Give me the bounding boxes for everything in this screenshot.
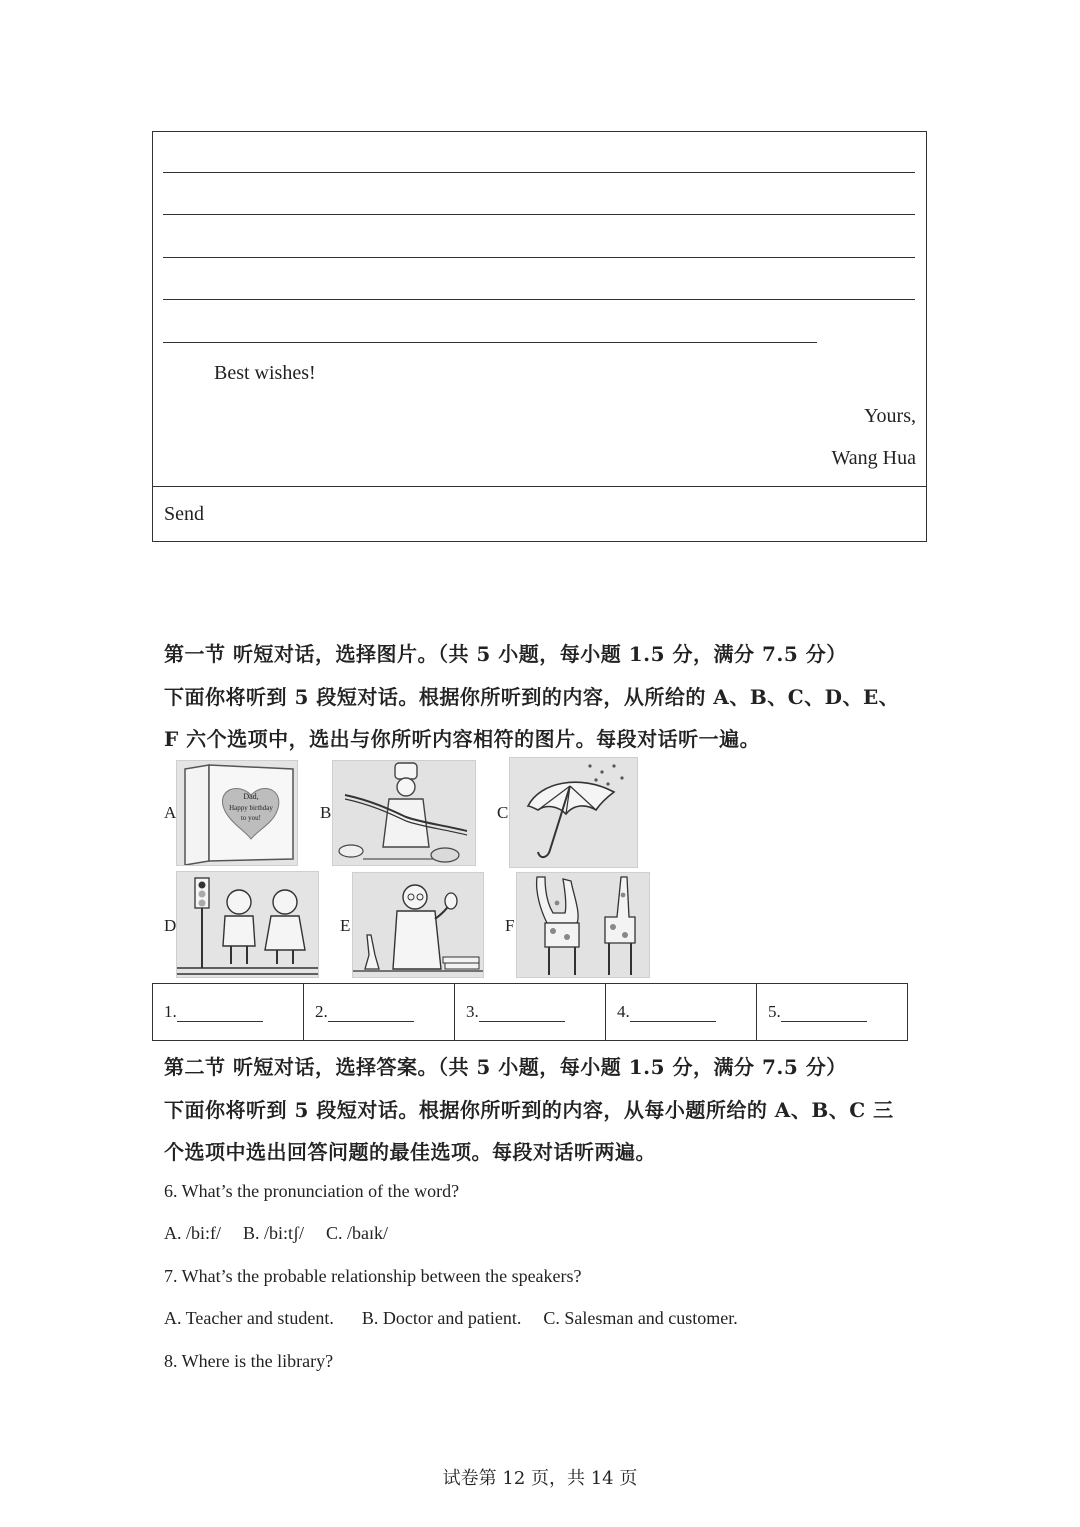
section1-title: 第一节 听短对话，选择图片。（共 5 小题，每小题 1.5 分，满分 7.5 分）	[164, 642, 847, 666]
answer-blank[interactable]	[177, 1005, 263, 1022]
answer-cell-number: 3.	[466, 1002, 479, 1021]
send-label: Send	[164, 503, 204, 525]
birthday-card-picture	[176, 760, 298, 866]
option-label-e: E	[340, 916, 351, 935]
letter-closing: Best wishes!	[214, 362, 316, 384]
question-8-stem: 8. Where is the library?	[164, 1351, 334, 1371]
question-6-option-c[interactable]: C. /baɪk/	[326, 1223, 389, 1243]
section1-instruction-line1: 下面你将听到 5 段短对话。根据你所听到的内容，从所给的 A、B、C、D、E、	[164, 685, 900, 709]
question-6-stem: 6. What’s the pronunciation of the word?	[164, 1181, 460, 1201]
page-footer: 试卷第 12 页，共 14 页	[442, 1468, 638, 1489]
question-7-option-c[interactable]: C. Salesman and customer.	[543, 1308, 738, 1328]
question-7-options	[164, 1308, 738, 1329]
section2-title: 第二节 听短对话，选择答案。（共 5 小题，每小题 1.5 分，满分 7.5 分）	[164, 1055, 847, 1079]
writing-line[interactable]	[163, 172, 915, 173]
svg-text:Dad,: Dad,	[243, 792, 259, 801]
answer-blank[interactable]	[781, 1005, 867, 1022]
giraffes-picture	[516, 872, 650, 978]
writing-line[interactable]	[163, 214, 915, 215]
answer-cell-number: 1.	[164, 1002, 177, 1021]
children-at-traffic-light-picture	[176, 871, 319, 978]
section1-instruction-line2: F 六个选项中，选出与你所听内容相符的图片。每段对话听一遍。	[164, 727, 761, 751]
section2-instruction-line2: 个选项中选出回答问题的最佳选项。每段对话听两遍。	[164, 1140, 656, 1164]
option-label-f: F	[505, 916, 515, 935]
letter-writing-box	[152, 131, 927, 542]
answer-cell-number: 2.	[315, 1002, 328, 1021]
question-6-option-b[interactable]: B. /bi:tʃ/	[243, 1223, 305, 1243]
answer-cell[interactable]	[757, 984, 907, 1040]
section2-instruction-line1: 下面你将听到 5 段短对话。根据你所听到的内容，从每小题所给的 A、B、C 三	[164, 1098, 894, 1122]
answer-cell[interactable]	[153, 984, 304, 1040]
answer-blank[interactable]	[479, 1005, 565, 1022]
chef-pulling-noodles-picture	[332, 760, 476, 866]
question-7-option-b[interactable]: B. Doctor and patient.	[361, 1308, 522, 1328]
question-7-stem: 7. What’s the probable relationship between the speakers?	[164, 1266, 582, 1286]
writing-line[interactable]	[163, 299, 915, 300]
answer-table	[152, 983, 908, 1041]
question-6-options	[164, 1223, 388, 1244]
svg-text:Happy birthday: Happy birthday	[229, 804, 273, 812]
letter-signature: Wang Hua	[831, 447, 916, 469]
answer-blank[interactable]	[328, 1005, 414, 1022]
option-label-d: D	[164, 916, 177, 935]
writing-line[interactable]	[163, 257, 915, 258]
answer-cell-number: 5.	[768, 1002, 781, 1021]
umbrella-in-rain-picture	[509, 757, 638, 868]
answer-cell[interactable]	[304, 984, 455, 1040]
answer-cell[interactable]	[606, 984, 757, 1040]
question-6-option-a[interactable]: A. /bi:f/	[164, 1223, 221, 1243]
writing-line[interactable]	[163, 342, 817, 343]
send-divider	[153, 486, 926, 487]
answer-cell-number: 4.	[617, 1002, 630, 1021]
option-label-b: B	[320, 803, 332, 822]
option-label-c: C	[497, 803, 509, 822]
answer-blank[interactable]	[630, 1005, 716, 1022]
option-label-a: A	[164, 803, 177, 822]
question-7-option-a[interactable]: A. Teacher and student.	[164, 1308, 334, 1328]
answer-cell[interactable]	[455, 984, 606, 1040]
scientist-with-microscope-picture	[352, 872, 484, 978]
svg-text:to you!: to you!	[240, 814, 262, 822]
letter-sign-off: Yours,	[864, 405, 916, 427]
